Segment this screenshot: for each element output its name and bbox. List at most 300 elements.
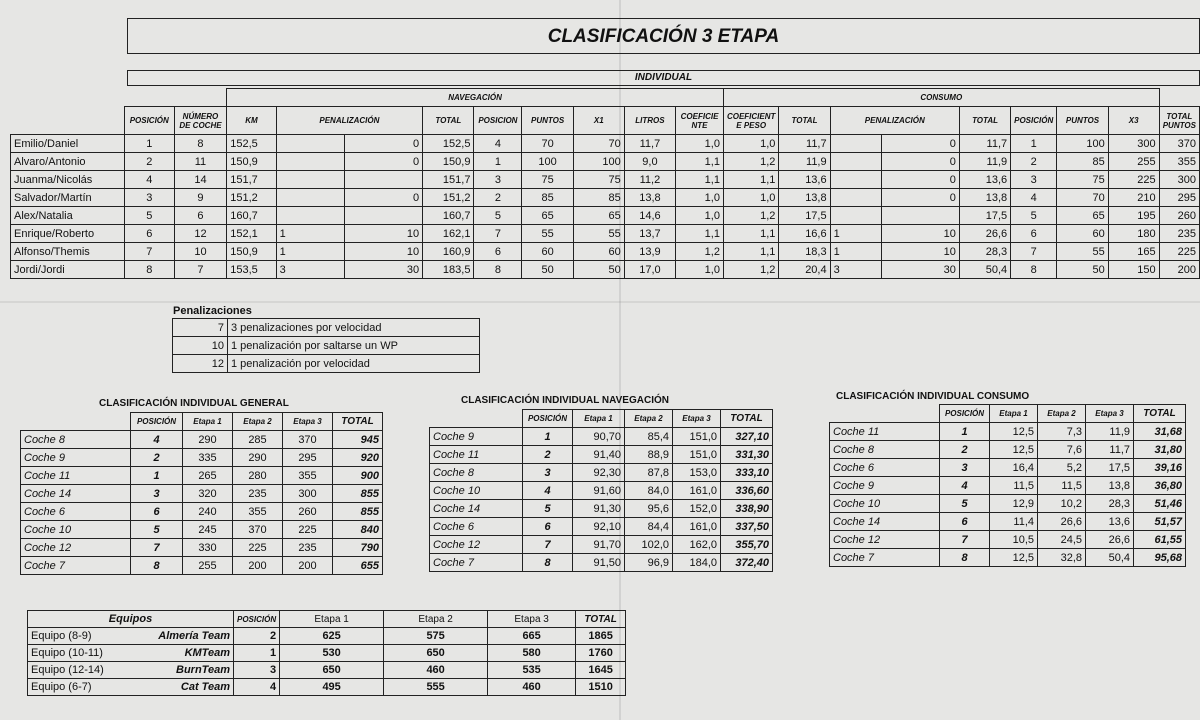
km: 152,5 — [227, 135, 276, 153]
x3: 225 — [1108, 171, 1159, 189]
penalty-description: 1 penalización por saltarse un WP — [228, 337, 480, 355]
consumo-penalty-count — [830, 153, 881, 171]
crew-name: Alfonso/Themis — [11, 243, 125, 261]
consumo-total-2: 50,4 — [959, 261, 1010, 279]
eq-col-etapa-1: Etapa 1 — [280, 611, 384, 628]
penalty-count: 1 — [276, 243, 344, 261]
total-puntos: 200 — [1159, 261, 1199, 279]
consumo-total-2: 13,6 — [959, 171, 1010, 189]
total: 945 — [333, 431, 383, 449]
car-number: 6 — [174, 207, 227, 225]
posicion: 6 — [124, 225, 174, 243]
etapa-3: 153,0 — [673, 464, 721, 482]
nav-points: 50 — [522, 261, 574, 279]
col-coeficiente: COEFICIE NTE — [676, 107, 724, 135]
nav-col-total: TOTAL — [721, 410, 773, 428]
car-name: Coche 6 — [21, 503, 131, 521]
col-x1: X1 — [573, 107, 624, 135]
penalty-count — [276, 135, 344, 153]
consumo-penalty-count: 1 — [830, 225, 881, 243]
etapa-1: 290 — [183, 431, 233, 449]
etapa-1: 12,5 — [990, 423, 1038, 441]
car-name: Coche 14 — [21, 485, 131, 503]
col-x3: X3 — [1108, 107, 1159, 135]
position: 6 — [131, 503, 183, 521]
consumo-penalty-points — [881, 207, 959, 225]
group-consumo: CONSUMO — [723, 89, 1159, 107]
etapa-3: 11,7 — [1086, 441, 1134, 459]
litros: 9,0 — [624, 153, 675, 171]
car-name: Coche 12 — [830, 531, 940, 549]
car-name: Coche 12 — [21, 539, 131, 557]
etapa-1: 91,30 — [573, 500, 625, 518]
team-position: 2 — [234, 628, 280, 645]
coeficiente: 1,1 — [676, 171, 724, 189]
etapa-2: 290 — [233, 449, 283, 467]
table-row — [430, 554, 773, 572]
consumo-penalty-points: 0 — [881, 189, 959, 207]
crew-name: Alex/Natalia — [11, 207, 125, 225]
consumo-points: 55 — [1057, 243, 1109, 261]
car-number: 14 — [174, 171, 227, 189]
table-row — [11, 189, 1200, 207]
etapa-2: 355 — [233, 503, 283, 521]
etapa-3: 152,0 — [673, 500, 721, 518]
etapa-1: 91,40 — [573, 446, 625, 464]
etapa-2: 84,0 — [625, 482, 673, 500]
total: 920 — [333, 449, 383, 467]
penalty-points: 0 — [344, 189, 422, 207]
etapa-1: 10,5 — [990, 531, 1038, 549]
total: 840 — [333, 521, 383, 539]
etapa-2: 460 — [384, 662, 488, 679]
position: 1 — [131, 467, 183, 485]
general-table — [20, 412, 383, 575]
etapa-1: 91,50 — [573, 554, 625, 572]
total: 338,90 — [721, 500, 773, 518]
etapa-3: 151,0 — [673, 428, 721, 446]
posicion: 5 — [124, 207, 174, 225]
table-row — [430, 428, 773, 446]
nav-total: 152,5 — [423, 135, 474, 153]
litros: 13,9 — [624, 243, 675, 261]
coeficiente-peso: 1,1 — [723, 171, 778, 189]
etapa-3: 162,0 — [673, 536, 721, 554]
consumo-position: 5 — [1011, 207, 1057, 225]
penalty-count — [276, 189, 344, 207]
team-position: 4 — [234, 679, 280, 696]
total: 790 — [333, 539, 383, 557]
consumo-points: 85 — [1057, 153, 1109, 171]
consumo-penalty-points: 0 — [881, 153, 959, 171]
penalty-count — [276, 171, 344, 189]
etapa-1: 11,4 — [990, 513, 1038, 531]
position: 2 — [940, 441, 990, 459]
page-title: CLASIFICACIÓN 3 ETAPA — [127, 18, 1200, 54]
table-row — [21, 539, 383, 557]
km: 151,7 — [227, 171, 276, 189]
x1: 100 — [573, 153, 624, 171]
consumo-penalty-count: 1 — [830, 243, 881, 261]
etapa-1: 12,9 — [990, 495, 1038, 513]
penalty-code: 12 — [173, 355, 228, 373]
car-name: Coche 8 — [830, 441, 940, 459]
etapa-3: 11,9 — [1086, 423, 1134, 441]
litros: 14,6 — [624, 207, 675, 225]
team-row — [28, 679, 626, 696]
team-row — [28, 662, 626, 679]
team-position: 1 — [234, 645, 280, 662]
x3: 210 — [1108, 189, 1159, 207]
etapa-2: 235 — [233, 485, 283, 503]
car-name: Coche 7 — [830, 549, 940, 567]
position: 4 — [523, 482, 573, 500]
car-name: Coche 10 — [830, 495, 940, 513]
consumo-total: 17,5 — [779, 207, 830, 225]
coeficiente: 1,2 — [676, 243, 724, 261]
table-row — [830, 531, 1186, 549]
total: 336,60 — [721, 482, 773, 500]
x3: 165 — [1108, 243, 1159, 261]
table-row — [430, 482, 773, 500]
consumo-total-2: 28,3 — [959, 243, 1010, 261]
consumo-position: 7 — [1011, 243, 1057, 261]
coeficiente-peso: 1,1 — [723, 243, 778, 261]
posicion: 8 — [124, 261, 174, 279]
etapa-2: 5,2 — [1038, 459, 1086, 477]
car-name: Coche 8 — [430, 464, 523, 482]
etapa-2: 95,6 — [625, 500, 673, 518]
col-penalizacion-consumo: PENALIZACIÓN — [830, 107, 959, 135]
km: 151,2 — [227, 189, 276, 207]
car-name: Coche 6 — [830, 459, 940, 477]
col-total-puntos: TOTAL PUNTOS — [1159, 107, 1199, 135]
etapa-3: 665 — [488, 628, 576, 645]
position: 7 — [131, 539, 183, 557]
navegacion-title: CLASIFICACIÓN INDIVIDUAL NAVEGACIÓN — [461, 395, 669, 406]
table-row — [830, 441, 1186, 459]
etapa-3: 235 — [283, 539, 333, 557]
etapa-3: 225 — [283, 521, 333, 539]
car-name: Coche 9 — [430, 428, 523, 446]
nav-position: 6 — [474, 243, 522, 261]
etapa-1: 240 — [183, 503, 233, 521]
litros: 17,0 — [624, 261, 675, 279]
posicion: 2 — [124, 153, 174, 171]
total: 31,68 — [1134, 423, 1186, 441]
consumo-position: 6 — [1011, 225, 1057, 243]
km: 152,1 — [227, 225, 276, 243]
total-puntos: 225 — [1159, 243, 1199, 261]
team-position: 3 — [234, 662, 280, 679]
table-row — [11, 171, 1200, 189]
consumo-total: 13,6 — [779, 171, 830, 189]
table-row — [11, 243, 1200, 261]
etapa-2: 11,5 — [1038, 477, 1086, 495]
litros: 13,7 — [624, 225, 675, 243]
total: 51,57 — [1134, 513, 1186, 531]
crew-name: Enrique/Roberto — [11, 225, 125, 243]
penalty-points: 10 — [344, 225, 422, 243]
coeficiente: 1,0 — [676, 135, 724, 153]
eq-col-etapa-2: Etapa 2 — [384, 611, 488, 628]
team-code: Equipo (10-11) — [28, 645, 110, 662]
consumo-penalty-points: 0 — [881, 171, 959, 189]
etapa-3: 300 — [283, 485, 333, 503]
etapa-1: 335 — [183, 449, 233, 467]
posicion: 3 — [124, 189, 174, 207]
coeficiente-peso: 1,2 — [723, 261, 778, 279]
etapa-3: 161,0 — [673, 482, 721, 500]
consumo-total: 13,8 — [779, 189, 830, 207]
etapa-3: 460 — [488, 679, 576, 696]
total-puntos: 235 — [1159, 225, 1199, 243]
total: 1865 — [576, 628, 626, 645]
nav-points: 85 — [522, 189, 574, 207]
consumo-total-2: 13,8 — [959, 189, 1010, 207]
crew-name: Juanma/Nicolás — [11, 171, 125, 189]
consumo-total-2: 11,7 — [959, 135, 1010, 153]
x1: 50 — [573, 261, 624, 279]
table-row — [21, 521, 383, 539]
etapa-2: 7,3 — [1038, 423, 1086, 441]
penalty-points: 0 — [344, 135, 422, 153]
car-number: 8 — [174, 135, 227, 153]
nav-total: 162,1 — [423, 225, 474, 243]
paper-fold-horizontal — [0, 301, 1200, 303]
nav-position: 5 — [474, 207, 522, 225]
nav-total: 160,9 — [423, 243, 474, 261]
team-name: Almería Team — [110, 628, 234, 645]
consumo-position: 8 — [1011, 261, 1057, 279]
total: 1510 — [576, 679, 626, 696]
consumo-penalty-count — [830, 135, 881, 153]
etapa-2: 24,5 — [1038, 531, 1086, 549]
etapa-3: 13,6 — [1086, 513, 1134, 531]
col-litros: LITROS — [624, 107, 675, 135]
consumo-title: CLASIFICACIÓN INDIVIDUAL CONSUMO — [836, 391, 1030, 402]
table-row — [830, 495, 1186, 513]
nav-position: 1 — [474, 153, 522, 171]
coeficiente-peso: 1,2 — [723, 153, 778, 171]
total-puntos: 295 — [1159, 189, 1199, 207]
table-row — [830, 549, 1186, 567]
consumo-points: 50 — [1057, 261, 1109, 279]
main-classification-table — [10, 88, 1200, 279]
position: 1 — [940, 423, 990, 441]
etapa-2: 575 — [384, 628, 488, 645]
etapa-2: 88,9 — [625, 446, 673, 464]
position: 4 — [131, 431, 183, 449]
table-row — [430, 536, 773, 554]
etapa-1: 16,4 — [990, 459, 1038, 477]
table-row — [430, 446, 773, 464]
team-row — [28, 645, 626, 662]
etapa-1: 320 — [183, 485, 233, 503]
col-posicion-nav: POSICION — [474, 107, 522, 135]
crew-name: Alvaro/Antonio — [11, 153, 125, 171]
etapa-2: 555 — [384, 679, 488, 696]
car-name: Coche 9 — [830, 477, 940, 495]
col-km: KM — [227, 107, 276, 135]
total: 337,50 — [721, 518, 773, 536]
coeficiente-peso: 1,0 — [723, 135, 778, 153]
table-row — [430, 518, 773, 536]
nav-col-etapa-1: Etapa 1 — [573, 410, 625, 428]
litros: 13,8 — [624, 189, 675, 207]
nav-total: 150,9 — [423, 153, 474, 171]
x1: 85 — [573, 189, 624, 207]
etapa-3: 295 — [283, 449, 333, 467]
consumo-total: 11,9 — [779, 153, 830, 171]
table-row — [21, 557, 383, 575]
etapa-2: 96,9 — [625, 554, 673, 572]
position: 3 — [523, 464, 573, 482]
etapa-1: 91,70 — [573, 536, 625, 554]
position: 4 — [940, 477, 990, 495]
col-posicion-consumo: POSICIÓN — [1011, 107, 1057, 135]
col-coeficiente-peso: COEFICIENT E PESO — [723, 107, 778, 135]
etapa-1: 625 — [280, 628, 384, 645]
etapa-3: 151,0 — [673, 446, 721, 464]
etapa-2: 370 — [233, 521, 283, 539]
total: 95,68 — [1134, 549, 1186, 567]
etapa-3: 535 — [488, 662, 576, 679]
car-number: 11 — [174, 153, 227, 171]
car-name: Coche 6 — [430, 518, 523, 536]
car-number: 10 — [174, 243, 227, 261]
table-row — [830, 477, 1186, 495]
crew-name: Salvador/Martín — [11, 189, 125, 207]
nav-col-etapa-3: Etapa 3 — [673, 410, 721, 428]
consumo-penalty-count — [830, 207, 881, 225]
etapa-1: 91,60 — [573, 482, 625, 500]
total: 31,80 — [1134, 441, 1186, 459]
con-col-etapa-3: Etapa 3 — [1086, 405, 1134, 423]
car-name: Coche 11 — [830, 423, 940, 441]
penalty-points: 30 — [344, 261, 422, 279]
gen-col-posicion: POSICIÓN — [131, 413, 183, 431]
etapa-3: 28,3 — [1086, 495, 1134, 513]
penalty-code: 10 — [173, 337, 228, 355]
etapa-1: 245 — [183, 521, 233, 539]
x3: 150 — [1108, 261, 1159, 279]
team-name: KMTeam — [110, 645, 234, 662]
col-numero-coche: NÚMERO DE COCHE — [174, 107, 227, 135]
eq-col-total: TOTAL — [576, 611, 626, 628]
etapa-2: 7,6 — [1038, 441, 1086, 459]
col-total: TOTAL — [423, 107, 474, 135]
etapa-2: 85,4 — [625, 428, 673, 446]
table-row — [21, 467, 383, 485]
car-name: Coche 7 — [430, 554, 523, 572]
table-row — [830, 513, 1186, 531]
penalty-row — [173, 319, 480, 337]
crew-name: Emilio/Daniel — [11, 135, 125, 153]
table-row — [430, 464, 773, 482]
penalty-description: 1 penalización por velocidad — [228, 355, 480, 373]
car-name: Coche 14 — [830, 513, 940, 531]
consumo-total-2: 17,5 — [959, 207, 1010, 225]
car-name: Coche 8 — [21, 431, 131, 449]
con-col-posicion: POSICIÓN — [940, 405, 990, 423]
consumo-points: 75 — [1057, 171, 1109, 189]
coeficiente: 1,0 — [676, 207, 724, 225]
nav-points: 60 — [522, 243, 574, 261]
gen-col-etapa-3: Etapa 3 — [283, 413, 333, 431]
penalty-row — [173, 355, 480, 373]
nav-points: 70 — [522, 135, 574, 153]
penalty-points — [344, 207, 422, 225]
total: 333,10 — [721, 464, 773, 482]
col-puntos-consumo: PUNTOS — [1057, 107, 1109, 135]
coeficiente-peso: 1,1 — [723, 225, 778, 243]
car-name: Coche 11 — [430, 446, 523, 464]
etapa-1: 265 — [183, 467, 233, 485]
etapa-1: 92,30 — [573, 464, 625, 482]
x3: 195 — [1108, 207, 1159, 225]
table-row — [21, 449, 383, 467]
x1: 65 — [573, 207, 624, 225]
position: 7 — [523, 536, 573, 554]
total: 327,10 — [721, 428, 773, 446]
coeficiente: 1,1 — [676, 153, 724, 171]
km: 153,5 — [227, 261, 276, 279]
nav-total: 151,2 — [423, 189, 474, 207]
col-posicion: POSICIÓN — [124, 107, 174, 135]
nav-position: 3 — [474, 171, 522, 189]
equipos-title: Equipos — [28, 611, 234, 628]
etapa-3: 17,5 — [1086, 459, 1134, 477]
consumo-table — [829, 404, 1186, 567]
table-row — [830, 423, 1186, 441]
etapa-1: 330 — [183, 539, 233, 557]
x1: 55 — [573, 225, 624, 243]
nav-total: 160,7 — [423, 207, 474, 225]
position: 5 — [940, 495, 990, 513]
x1: 70 — [573, 135, 624, 153]
etapa-1: 530 — [280, 645, 384, 662]
etapa-3: 26,6 — [1086, 531, 1134, 549]
consumo-total: 20,4 — [779, 261, 830, 279]
etapa-2: 650 — [384, 645, 488, 662]
col-puntos: PUNTOS — [522, 107, 574, 135]
x1: 60 — [573, 243, 624, 261]
consumo-total-2: 11,9 — [959, 153, 1010, 171]
car-name: Coche 11 — [21, 467, 131, 485]
position: 8 — [131, 557, 183, 575]
etapa-3: 355 — [283, 467, 333, 485]
posicion: 7 — [124, 243, 174, 261]
coeficiente: 1,0 — [676, 189, 724, 207]
coeficiente-peso: 1,2 — [723, 207, 778, 225]
table-row — [11, 261, 1200, 279]
nav-position: 7 — [474, 225, 522, 243]
table-row — [11, 207, 1200, 225]
consumo-penalty-points: 10 — [881, 243, 959, 261]
penalty-points: 0 — [344, 153, 422, 171]
nav-total: 151,7 — [423, 171, 474, 189]
nav-points: 55 — [522, 225, 574, 243]
etapa-2: 26,6 — [1038, 513, 1086, 531]
car-name: Coche 14 — [430, 500, 523, 518]
position: 5 — [131, 521, 183, 539]
x1: 75 — [573, 171, 624, 189]
total: 36,80 — [1134, 477, 1186, 495]
penalty-count: 3 — [276, 261, 344, 279]
km: 150,9 — [227, 153, 276, 171]
litros: 11,7 — [624, 135, 675, 153]
